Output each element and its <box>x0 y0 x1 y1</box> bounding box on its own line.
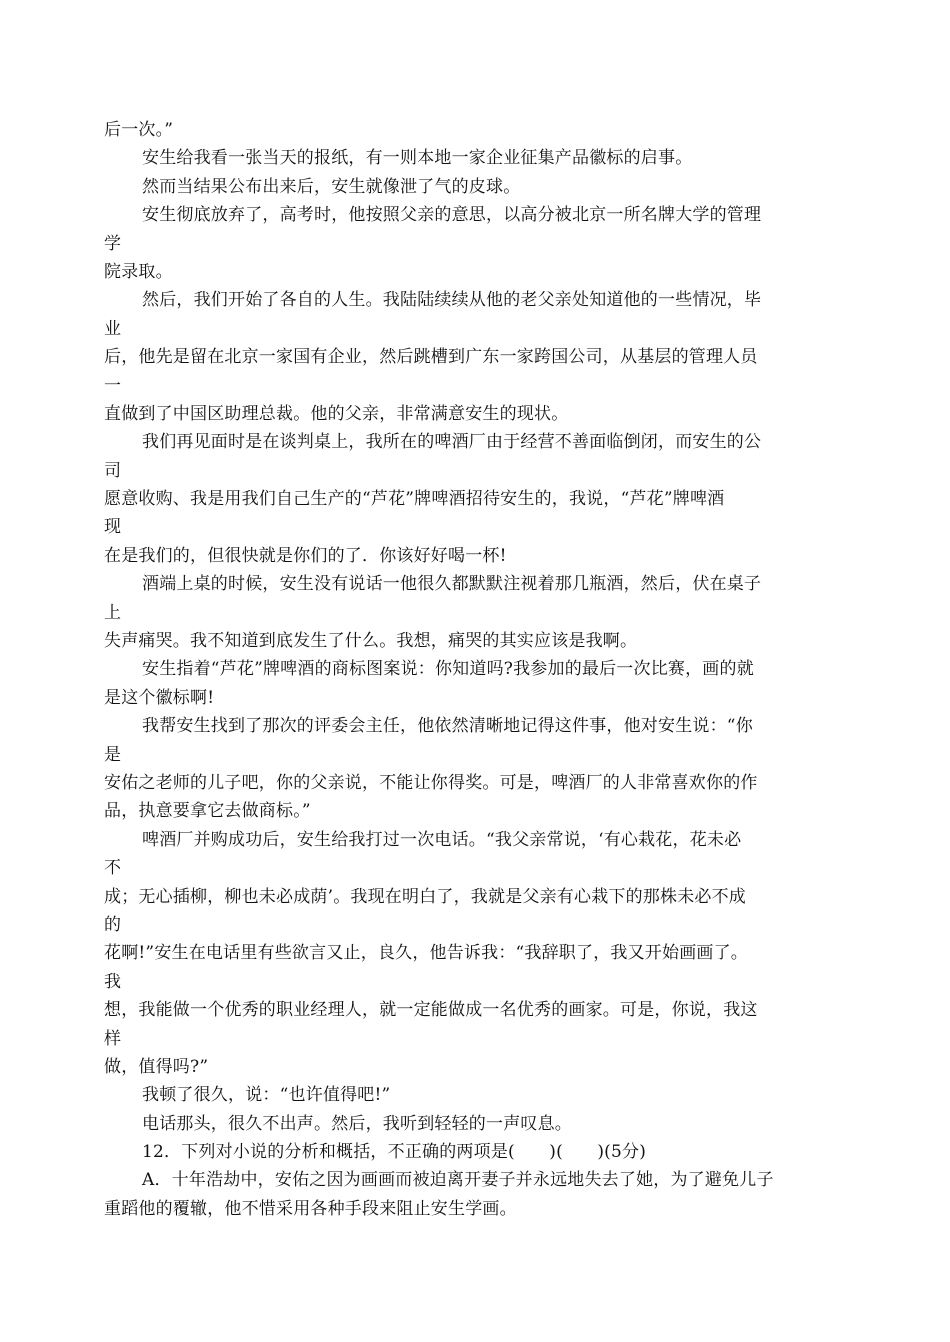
text-line: 样 <box>104 1028 122 1049</box>
option-a: A．十年浩劫中，安佑之因为画画而被迫离开妻子并永远地失去了她，为了避免儿子 <box>142 1170 774 1191</box>
text-line: 安佑之老师的儿子吧，你的父亲说，不能让你得奖。可是，啤酒厂的人非常喜欢你的作 <box>104 772 758 793</box>
text-line: 我帮安生找到了那次的评委会主任，他依然清晰地记得这件事，他对安生说：“你 <box>142 716 753 737</box>
text-line: 安生给我看一张当天的报纸，有一则本地一家企业征集产品徽标的启事。 <box>142 148 693 169</box>
text-line: 一 <box>104 375 122 396</box>
text-line: 成；无心插柳，柳也未必成荫’。我现在明白了，我就是父亲有心栽下的那株未必不成 <box>104 886 747 907</box>
text-line: 然后，我们开始了各自的人生。我陆陆续续从他的老父亲处知道他的一些情况，毕 <box>142 290 762 311</box>
text-line: 司 <box>104 460 122 481</box>
text-line: 在是我们的，但很快就是你们的了．你该好好喝一杯! <box>104 545 507 566</box>
text-line: 安生彻底放弃了，高考时，他按照父亲的意思，以高分被北京一所名牌大学的管理 <box>142 205 762 226</box>
text-line: 现 <box>104 517 122 538</box>
text-line: 是 <box>104 744 122 765</box>
text-line: 不 <box>104 858 122 879</box>
text-line: 是这个徽标啊! <box>104 687 215 708</box>
text-line: 我们再见面时是在谈判桌上，我所在的啤酒厂由于经营不善面临倒闭，而安生的公 <box>142 432 762 453</box>
text-line: 后一次。” <box>104 120 174 140</box>
document-body <box>104 116 849 1223</box>
text-line: 业 <box>104 318 122 339</box>
text-line: 院录取。 <box>104 261 173 282</box>
text-line: 想，我能做一个优秀的职业经理人，就一定能做成一名优秀的画家。可是，你说，我这 <box>104 1000 758 1021</box>
text-line: 然而当结果公布出来后，安生就像泄了气的皮球。 <box>142 176 521 197</box>
text-line: 后，他先是留在北京一家国有企业，然后跳槽到广东一家跨国公司，从基层的管理人员 <box>104 347 758 368</box>
text-line: 上 <box>104 602 122 623</box>
text-line: 品，执意要拿它去做商标。” <box>104 801 311 822</box>
text-line: 啤酒厂并购成功后，安生给我打过一次电话。“我父亲常说，‘有心栽花，花未必 <box>142 829 742 850</box>
text-line: 电话那头，很久不出声。然后，我听到轻轻的一声叹息。 <box>142 1113 572 1134</box>
text-line: 做，值得吗?” <box>104 1056 209 1077</box>
text-line: 我顿了很久，说：“也许值得吧!” <box>142 1085 391 1106</box>
text-line: 学 <box>104 233 122 254</box>
text-line: 我 <box>104 971 122 992</box>
text-line: 酒端上桌的时候，安生没有说话一他很久都默默注视着那几瓶酒，然后，伏在桌子 <box>142 574 762 595</box>
option-a-continued: 重蹈他的覆辙，他不惜采用各种手段来阻止安生学画。 <box>104 1198 517 1219</box>
text-line: 愿意收购、我是用我们自己生产的“芦花”牌啤酒招待安生的，我说，“芦花”牌啤酒 <box>104 489 725 510</box>
text-line: 安生指着“芦花”牌啤酒的商标图案说：你知道吗?我参加的最后一次比赛，画的就 <box>142 659 754 680</box>
text-line: 花啊!”安生在电话里有些欲言又止，良久，他告诉我：“我辞职了，我又开始画画了。 <box>104 943 749 964</box>
question-stem: 12．下列对小说的分析和概括，不正确的两项是( )( )(5分) <box>142 1142 647 1163</box>
text-line: 直做到了中国区助理总裁。他的父亲，非常满意安生的现状。 <box>104 403 569 424</box>
text-line: 失声痛哭。我不知道到底发生了什么。我想，痛哭的其实应该是我啊。 <box>104 631 638 652</box>
text-line: 的 <box>104 914 122 935</box>
